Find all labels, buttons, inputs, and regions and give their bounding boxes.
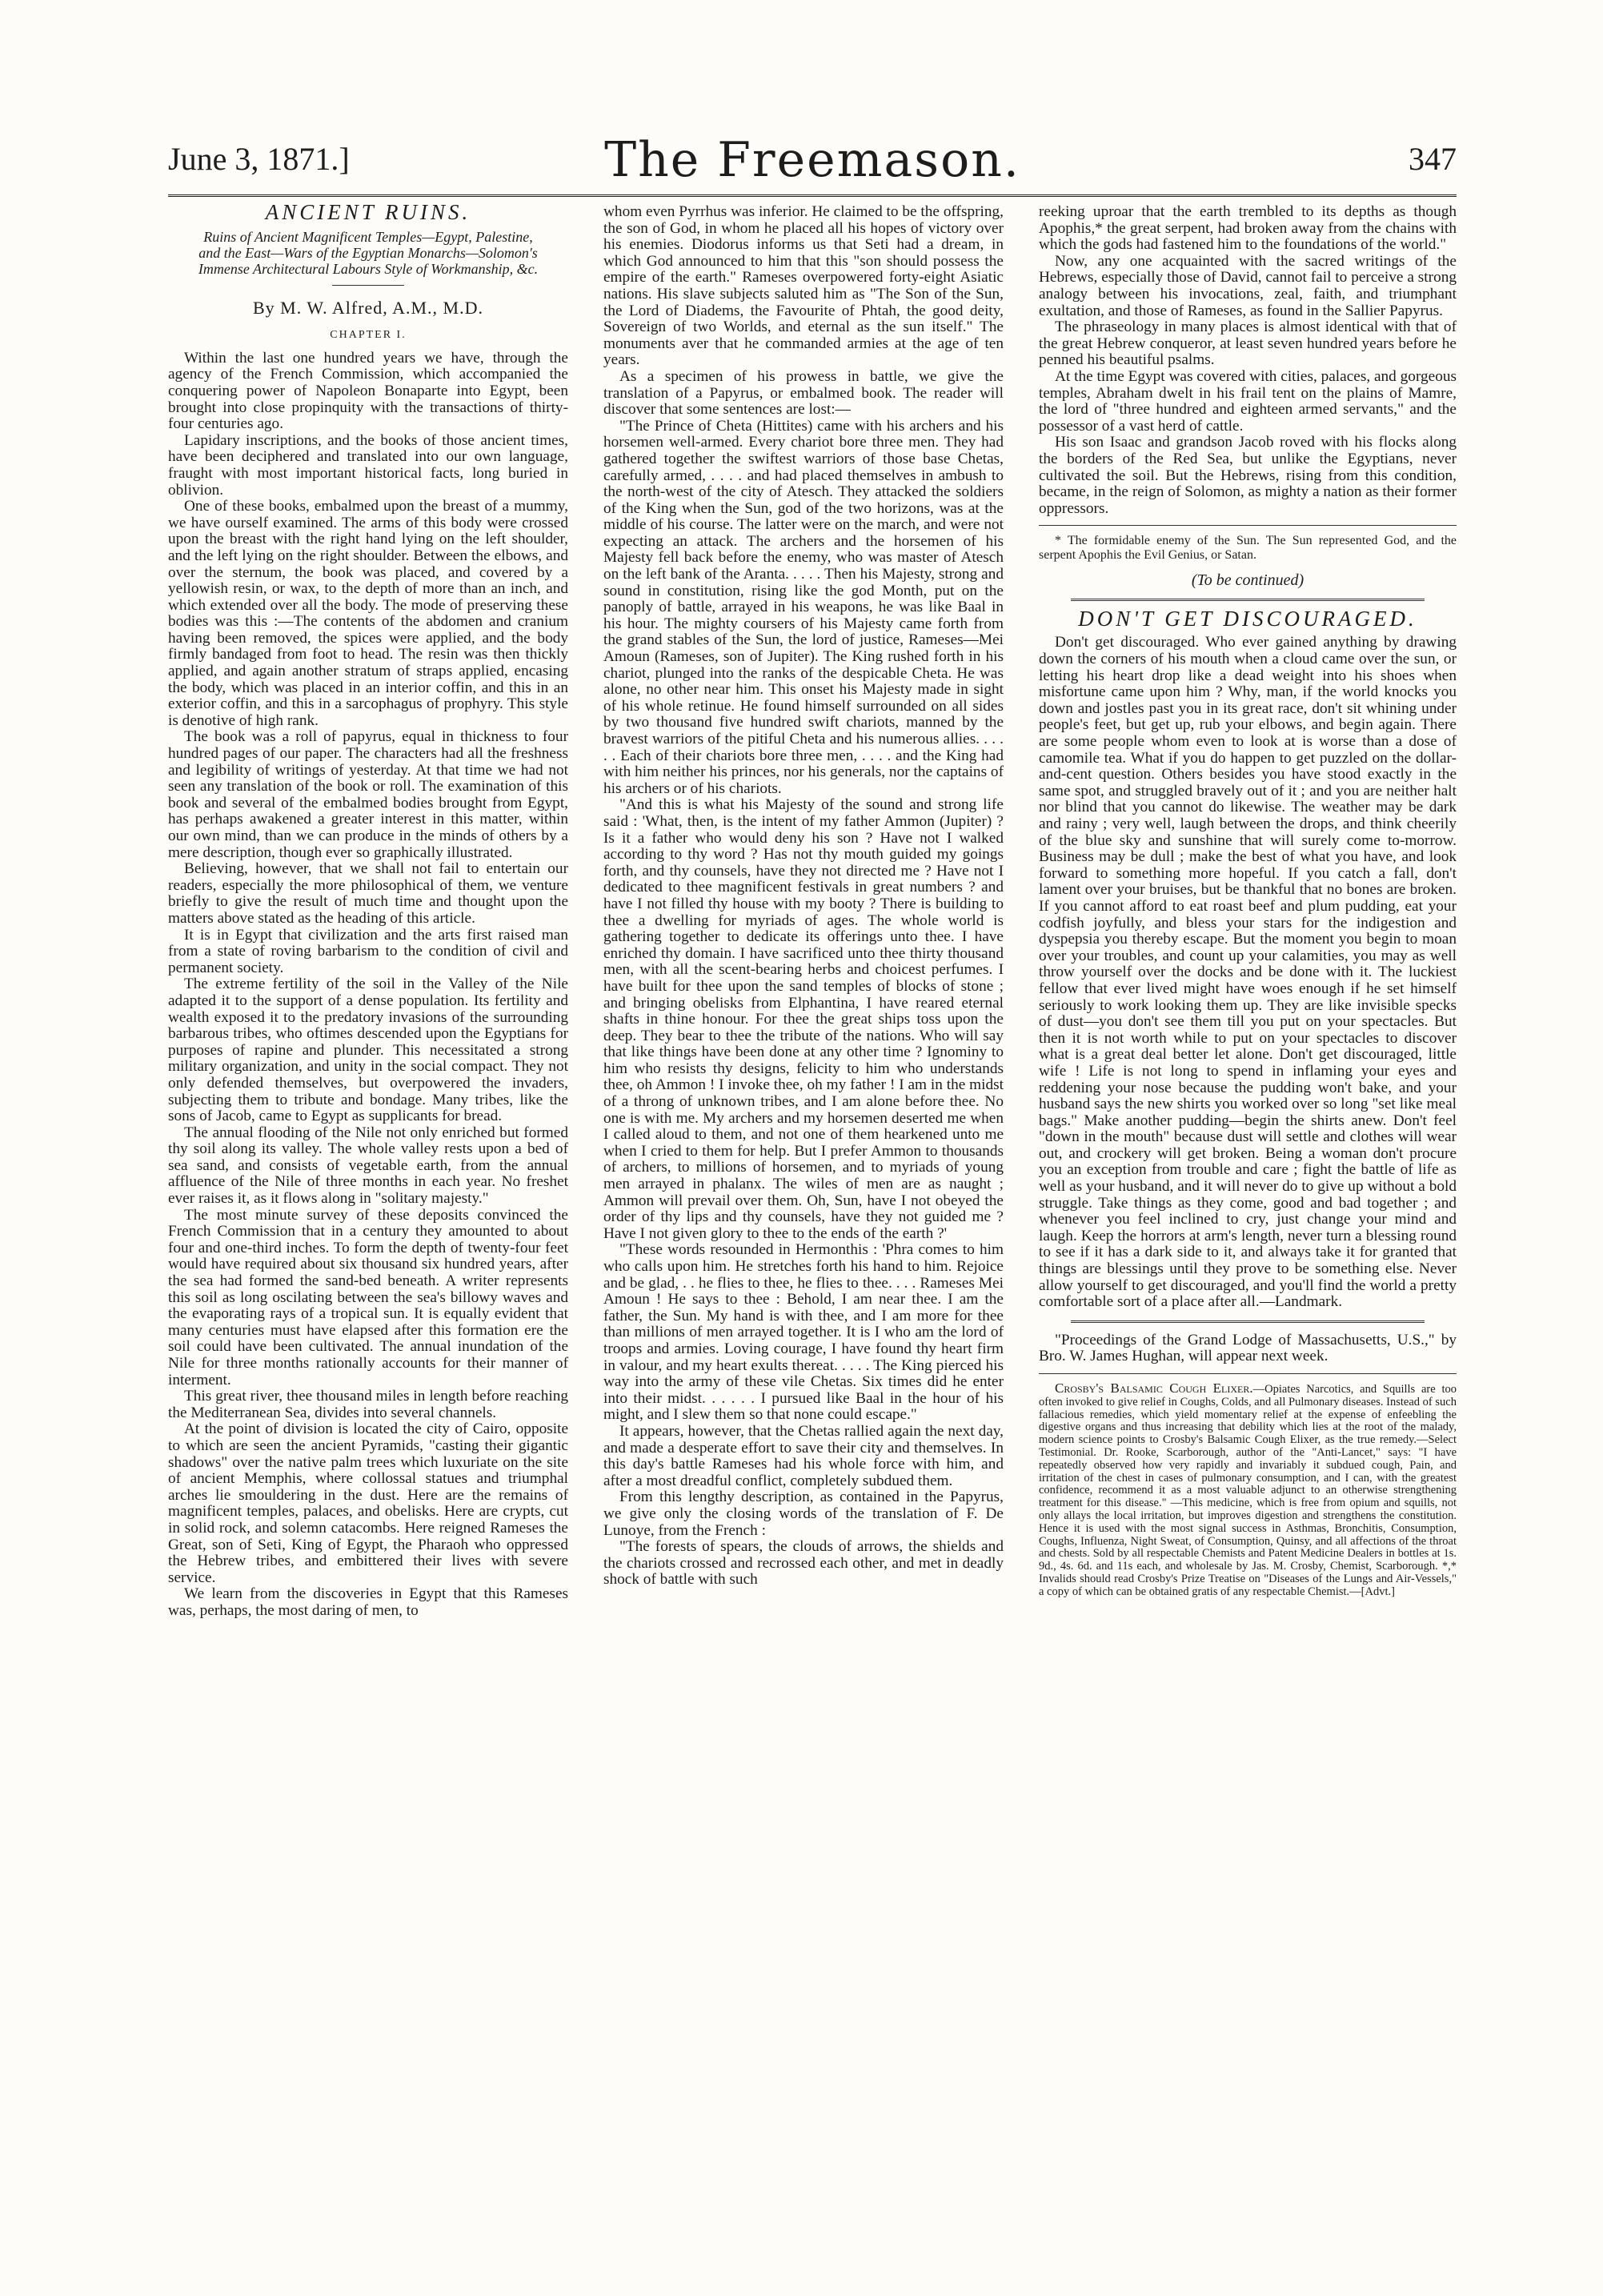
article-subtitle: Ruins of Ancient Magnificent Temples—Egypt, Palestine, and the East—Wars of the Egyptian Monarchs—Solomon's Immense Architectural Labours Style of Workmanship, &c. [198, 228, 539, 277]
paragraph: Believing, however, that we shall not fail to entertain our readers, especially the more philosophical of them, we venture briefly to give the result of much time and thought upon the matters above stated as the heading of this article. [168, 860, 568, 927]
paragraph: The book was a roll of papyrus, equal in thickness to four hundred pages of our paper. The characters had all the freshness and legibility of writings of yesterday. At that time we had not seen any translation of the book or roll. The examination of this book and several of the embalmed bodies brought from Egypt, has perhaps awakened a greater interest in this matter, within our own mind, than we can produce in the minds of others by a mere description, though ever so graphically illustrated. [168, 728, 568, 861]
column-3 [1039, 204, 1457, 1599]
paragraph: It is in Egypt that civilization and the arts first raised man from a state of roving barbarism to the condition of civil and permanent society. [168, 926, 568, 976]
paragraph: "The forests of spears, the clouds of arrows, the shields and the chariots crossed and recrossed each other, and met in deadly shock of battle with such [603, 1538, 1004, 1589]
paragraph: Now, any one acquainted with the sacred writings of the Hebrews, especially those of David, cannot fail to perceive a strong analogy between his invocations, zeal, faith, and triumphant exultation, and those of Rameses, as found in the Sallier Papyrus. [1039, 252, 1457, 319]
paragraph: This great river, thee thousand miles in length before reaching the Mediterranean Sea, divides into several channels. [168, 1388, 568, 1421]
paragraph: One of these books, embalmed upon the breast of a mummy, we have ourself examined. The arms of this body were crossed upon the breast with the right hand lying on the left shoulder, and the left lying on the right shoulder. Between the elbows, and over the sternum, the book was placed, and covered by a yellowish resin, or wax, to the depth of more than an inch, and which extended over all the body. The mode of preserving these bodies was this :—The contents of the abdomen and cranium having been removed, the spices were applied, and the body firmly bandaged from foot to head. The resin was then thickly applied, and again another stratum of straps applied, encasing the body, which was placed in an interior coffin, and this in an exterior coffin, and this in a sarcophagus of prophyry. This style is denotive of high rank. [168, 498, 568, 729]
article-title-ancient-ruins: ANCIENT RUINS. [265, 200, 471, 224]
divider [1039, 1373, 1457, 1374]
newspaper-title: The Freemason. [604, 132, 1020, 188]
paragraph: "And this is what his Majesty of the sound and strong life said : 'What, then, is the intent of my father Ammon (Jupiter) ? Is it a father who would deny his son ? Have not I walked according to thy word ? Has not thy mouth guided my goings forth, and thy counsels, have they not directed me ? Have not I dedicated to thee magnificent festivals in great numbers ? and have I not filled thy house with my booty ? There is building to thee a dwelling for myriads of ages. The whole world is gathering together to dedicate its offerings unto thee. I have enriched thy domain. I have sacrificed unto thee thirty thousand men, with all the scent-bearing herbs and choicest perfumes. I have built for thee upon the sand temples of blocks of stone ; and bringing obelisks from Elphantina, I have reared eternal shafts in thine honour. For thee the great ships toss upon the deep. They bear to thee the tribute of the nations. Who will say that like things have been done at any other time ? Ignominy to him who resists thy designs, felicity to him who understands thee, oh Ammon ! I invoke thee, oh my father ! I am in the midst of a throng of unknown tribes, and I am alone before thee. No one is with me. My archers and my horsemen deserted me when I called aloud to them, and not one of them hearkened unto me when I cried to them for help. But I prefer Ammon to thousands of archers, to millions of horsemen, and to myriads of young men arrayed in phalanx. The wiles of men are as naught ; Ammon will prevail over them. Oh, Sun, have I not obeyed the order of thy lips and thy counsels, have they not guided me ? Have I not given glory to thee to the ends of the earth ?' [603, 796, 1004, 1242]
advertisement [1039, 1382, 1457, 1599]
advert-heading: Crosby's Balsamic Cough Elixer. [1055, 1380, 1253, 1396]
column-2 [603, 204, 1004, 1589]
paragraph: reeking uproar that the earth trembled to its depths as though Apophis,* the great serpent, had broken away from the chains with which the gods had fastened him to the foundations of the world." [1039, 203, 1457, 254]
paragraph: "The Prince of Cheta (Hittites) came with his archers and his horsemen well-armed. Every chariot bore three men. They had gathered together the swiftest warriors of those base Chetas, carefully armed, . . . . and had placed themselves in ambush to the north-west of the city of Atesch. They attacked the soldiers of the King when the Sun, god of the two horizons, was at the middle of his course. The latter were on the march, and were not expecting an attack. The archers and the horsemen of his Majesty fell back before the enemy, who was master of Atesch on the left bank of the Aranta. . . . . Then his Majesty, strong and sound in constitution, rising like the god Month, put on the panoply of battle, arrayed in his weapons, he was like Baal in his hour. The mighty coursers of his Majesty came forth from the grand stables of the Sun, the lord of justice, Rameses—Mei Amoun (Rameses, son of Jupiter). The King rushed forth in his chariot, plunged into the ranks of the despicable Cheta. He was alone, no other near him. This onset his Majesty made in sight of his whole retinue. He found himself surrounded on all sides by two thousand five hundred swift chariots, manned by the bravest warriors of the pitiful Cheta and his numerous allies. . . . . . Each of their chariots bore three men, . . . . and the King had with him neither his princes, nor his generals, nor the captains of his archers or of his chariots. [603, 417, 1004, 797]
issue-date: June 3, 1871.] [168, 141, 350, 177]
paragraph: From this lengthy description, as contained in the Papyrus, we give only the closing words of the translation of F. De Lunoye, from the French : [603, 1489, 1004, 1539]
advert-body: —Opiates Narcotics, and Squills are too often invoked to give relief in Coughs, Colds, and all Pulmonary diseases. Instead of such fallacious remedies, which yield momentary relief at the expense of enfeebling the digestive organs and thus increasing that debility which lies at the root of the malady, modern science points to Crosby's Balsamic Cough Elixer, as the true remedy.—Select Testimonial. Dr. Rooke, Scarborough, author of the "Anti-Lancet," says: "I have repeatedly observed how very rapidly and invariably it subdued cough, Pain, and irritation of the chest in cases of pulmonary consumption, and I can, with the greatest confidence, recommend it as a most valuable adjunct to an otherwise strengthening treatment for this disease." —This medicine, which is free from opium and squills, not only allays the local irritation, but improves digestion and strengthens the constitution. Hence it is used with the most signal success in Asthmas, Bronchitis, Consumption, Coughs, Influenza, Night Sweat, of Consumption, Quinsy, and all affections of the throat and chests. Sold by all respectable Chemists and Patent Medicine Dealers in bottles at 1s. 9d., 4s. 6d. and 11s each, and wholesale by Jas. M. Crosby, Chemist, Scarborough. *,* Invalids should read Crosby's Prize Treatise on "Diseases of the Lungs and Air-Vessels," a copy of which can be obtained gratis of any respectable Chemist.—[Advt.] [1039, 1383, 1457, 1598]
footnote-rule [1039, 525, 1457, 526]
paragraph: The annual flooding of the Nile not only enriched but formed thy soil along its valley. The whole valley rests upon a bed of sea sand, and consists of vegetable earth, from the annual affluence of the Nile of three months in each year. No freshet ever raises it, as it flows along in "solitary majesty." [168, 1124, 568, 1208]
to-be-continued: (To be continued) [1191, 571, 1304, 590]
paragraph: As a specimen of his prowess in battle, we give the translation of a Papyrus, or embalmed book. The reader will discover that some sentences are lost:— [603, 367, 1004, 419]
section-divider [1071, 599, 1425, 601]
section-divider [1071, 1320, 1425, 1323]
masthead-rule [168, 194, 1457, 197]
paragraph: "These words resounded in Hermonthis : 'Phra comes to him who calls upon him. He stretches forth his hand to him. Rejoice and be glad, . . he flies to thee, he flies to thee. . . . Rameses Mei Amoun ! He says to thee : Behold, I am near thee. I am the father, the Sun. My hand is with thee, and I am more for thee than millions of men arrayed together. It is I who am the lord of troops and armies. Loving courage, I have found thy heart firm in valour, and my heart exults thereat. . . . . The King pierced his way into the army of these vile Chetas. Six times did he enter into their midst. . . . . . I pursued like Baal in the hour of his might, and I slew them so that none could escape." [603, 1241, 1004, 1424]
paragraph: The most minute survey of these deposits convinced the French Commission that in a century they amounted to about four and one-third inches. To form the depth of twenty-four feet would have required about six thousand six hundred years, after the sea had formed the sand-bed beneath. A writer represents this soil as long oscilating between the sea's billowy waves and the evaporating rays of a tropical sun. It is equally evident that many centuries must have elapsed after this formation ere the soil could have been cultivated. The annual inundation of the Nile for three months rationally accounts for their manner of interment. [168, 1206, 568, 1388]
chapter-heading: CHAPTER I. [330, 329, 407, 342]
article-title-dont-get-discouraged: DON'T GET DISCOURAGED. [1078, 606, 1417, 631]
paragraph: At the time Egypt was covered with cities, palaces, and gorgeous temples, Abraham dwelt in his frail tent on the plains of Mamre, the lord of "three hundred and eighteen armed servants," and the possessor of a vast herd of cattle. [1039, 367, 1457, 435]
paragraph: The phraseology in many places is almost identical with that of the great Hebrew conqueror, at least seven hundred years before he penned his beautiful psalms. [1039, 319, 1457, 369]
footnote: * The formidable enemy of the Sun. The Sun represented God, and the serpent Apophis the Evil Genius, or Satan. [1039, 534, 1457, 563]
notice: "Proceedings of the Grand Lodge of Massachusetts, U.S.," by Bro. W. James Hughan, will appear next week. [1039, 1331, 1457, 1365]
masthead [168, 132, 1457, 192]
page-number: 347 [1409, 141, 1457, 177]
paragraph: We learn from the discoveries in Egypt that this Rameses was, perhaps, the most daring of men, to [168, 1585, 568, 1619]
paragraph: The extreme fertility of the soil in the Valley of the Nile adapted it to the support of a dense population. Its fertility and wealth exposed it to the predatory invasions of the surrounding barbarous tribes, who oftimes descended upon the Egyptians for purposes of rapine and plunder. This necessitated a strong military organization, and unity in the social compact. They not only defended themselves, but overpowered the invaders, subjecting them to tribute and bondage. Many tribes, like the sons of Jacob, came to Egypt as supplicants for bread. [168, 976, 568, 1125]
byline: By M. W. Alfred, A.M., M.D. [253, 297, 483, 318]
divider [332, 285, 404, 286]
paragraph: Lapidary inscriptions, and the books of those ancient times, have been deciphered and translated into our own language, fraught with most important historical facts, long buried in oblivion. [168, 431, 568, 499]
paragraph: It appears, however, that the Chetas rallied again the next day, and made a desperate effort to save their city and themselves. In this day's battle Rameses had his whole force with him, and after a most dreadful conflict, completely subdued them. [603, 1422, 1004, 1489]
column-1 [168, 200, 568, 1620]
paragraph: Within the last one hundred years we have, through the agency of the French Commission, which accompanied the conquering power of Napoleon Bonaparte into Egypt, been brought into close propinquity with the transactions of thirty-four centuries ago. [168, 349, 568, 433]
paragraph: At the point of division is located the city of Cairo, opposite to which are seen the ancient Pyramids, "casting their gigantic shadows" over the native palm trees which luxuriate on the site of ancient Memphis, where collossal statues and triumphal arches lie smouldering in the dust. Here are the remains of magnificent temples, palaces, and obelisks. Here are crypts, cut in solid rock, and solemn catacombs. Here reigned Rameses the Great, son of Seti, King of Egypt, the Pharaoh who oppressed the Hebrew tribes, and embittered their lives with severe service. [168, 1420, 568, 1586]
paragraph: whom even Pyrrhus was inferior. He claimed to be the offspring, the son of God, in whom he placed all his hopes of victory over his enemies. Diodorus informs us that Seti had a dream, in which God announced to him that this "son should possess the empire of the earth." Rameses overpowered forty-eight Asiatic nations. His slave subjects saluted him as "The Son of the Sun, the Lord of Diadems, the Favourite of Phtah, the good deity, Sovereign of two Worlds, and eternal as the sun itself." The monuments aver that he commanded armies at the age of ten years. [603, 203, 1004, 369]
paragraph: His son Isaac and grandson Jacob roved with his flocks along the borders of the Red Sea, but unlike the Egyptians, never cultivated the soil. But the Hebrews, rising from this condition, became, in the reign of Solomon, as mighty a nation as their former oppressors. [1039, 434, 1457, 517]
paragraph: Don't get discouraged. Who ever gained anything by drawing down the corners of his mouth when a cloud came over the sun, or letting his heart drop like a dead weight into his shoes when misfortune came upon him ? Why, man, if the world knocks you down and jostles past you in its great race, don't sit whining under people's feet, but get up, rub your elbows, and begin again. There are some people whom even to look at is worse than a dose of camomile tea. What if you do happen to get puzzled on the dollar-and-cent question. Others besides you have stood exactly in the same spot, and struggled bravely out of it ; and you are neither halt nor blind that you cannot do likewise. The weather may be dark and rainy ; very well, laugh between the drops, and think cheerily of the blue sky and sunshine that will surely come to-morrow. Business may be dull ; make the best of what you have, and look forward to something more hopeful. If you catch a fall, don't lament over your bruises, but be thankful that no bones are broken. If you cannot afford to eat roast beef and plum pudding, eat your codfish joyfully, and bless your stars for the indigestion and dyspepsia you thereby escape. But the moment you begin to moan over your troubles, and count up your calamities, you may as well throw yourself over the docks and be done with it. The luckiest fellow that ever lived might have woes enough if he set himself seriously to work looking them up. They are like invisible specks of dust—you don't see them till you put on your spectacles. But then it is not worth while to put on your spectacles to discover what is a great deal better let alone. Don't get discouraged, little wife ! Life is not long to spend in inflaming your eyes and reddening your nose because the pudding won't bake, and your husband says the new shirts you worked over so long "set like meal bags." Make another pudding—begin the shirts anew. Don't feel "down in the mouth" because dust will settle and clothes will wear out, and crockery will get broken. Being a woman don't procure you an exception from trouble and care ; fight the battle of life as well as your husband, and it will never do to give up without a bold struggle. Take things as they come, good and bad together ; and whenever you feel inclined to cry, just change your mind and laugh. Keep the horrors at arm's length, never turn a blessing round to see if it has a dark side to it, and always take it for granted that things are blessings until they prove to be something else. Never allow yourself to get discouraged, and you'll find the world a pretty comfortable sort of a place after all.—Landmark. [1039, 634, 1457, 1311]
